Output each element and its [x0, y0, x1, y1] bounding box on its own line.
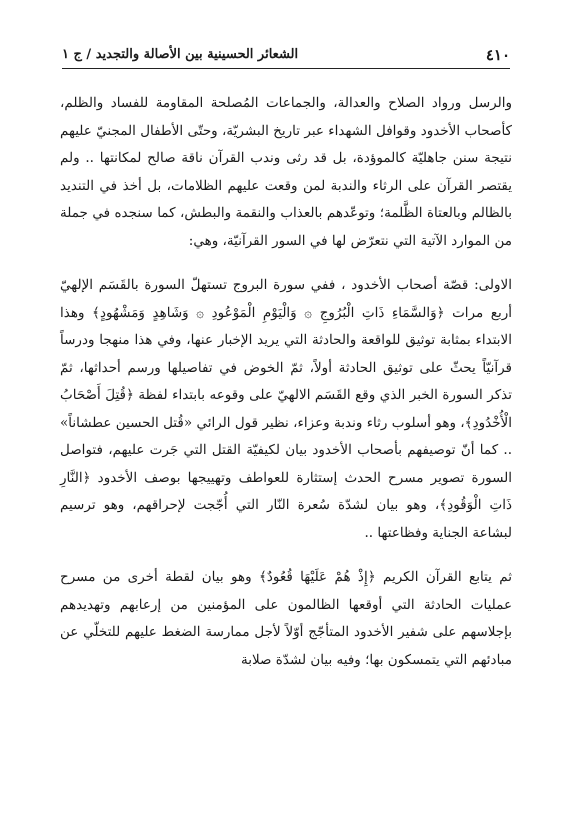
- paragraph: الاولى: قصّة أصحاب الأخدود ، ففي سورة البروج تستهلّ السورة بالقَسَم الإلهيّ أربع مرات ﴿وَالسَّمَاءِ ذَاتِ الْبُرُوجِ ۞ وَالْيَوْمِ الْمَوْعُودِ ۞ وَشَاهِدٍ وَمَشْهُودٍ﴾ وهذا الابتداء بمثابة توثيق للواقعة والحادثة التي يريد الإخبار عنها، وفي هذا منهجا ودرساً قرآنيّاً يحثّ على توثيق الحادثة أولاً، ثمّ الخوض في تفاصيلها ورسم أحداثها، ثمّ تذكر السورة الخبر الذي وقع القَسَم الالهيّ على وقوعه بابتداء لفظة ﴿قُتِلَ أَصْحَابُ الْأُخْدُودِ﴾، وهو أسلوب رثاء وندبة وعزاء، نظير قول الرائي «قُتل الحسين عطشاناً» .. كما أنّ توصيفهم بأصحاب الأخدود بيان لكيفيّة القتل التي جَرت عليهم، فتواصل السورة تصوير مسرح الحدث إستثارة للعواطف وتهييجها بوصف الأخدود ﴿النَّارِ ذَاتِ الْوَقُودِ﴾، وهو بيان لشدّة سُعرة النّار التي أُجّجت لإحراقهم، وهو ترسيم لبشاعة الجناية وفظاعتها ..: [60, 277, 512, 541]
- page-number: ٤١٠: [485, 46, 510, 64]
- paragraph: ثم يتابع القرآن الكريم ﴿إِذْ هُمْ عَلَيْهَا قُعُودٌ﴾ وهو بيان لقطة أخرى من مسرح عمليات الحادثة التي أوقعها الظالمون على المؤمنين من إرعابهم وتهديدهم بإجلاسهم على شفير الأخدود المتأجّج أوّلاً لأجل ممارسة الضغط عليهم للتخلّي عن مبادئهم التي يتمسكون بها؛ وفيه بيان لشدّة صلابة: [60, 569, 512, 668]
- body-text: [60, 90, 512, 674]
- page-header: [62, 44, 510, 70]
- running-title: الشعائر الحسينية بين الأصالة والتجديد / ج ١: [62, 47, 299, 62]
- header-rule: [62, 68, 510, 69]
- paragraph: والرسل ورواد الصلاح والعدالة، والجماعات المُصلحة المقاومة للفساد والظلم، كأصحاب الأخدود وقوافل الشهداء عبر تاريخ البشريّة، وحتّى الأطفال المجنيّ عليهم نتيجة سنن جاهليّة كالموؤدة، بل قد رثى وندب القرآن ناقة صالح لمكانتها .. ولم يقتصر القرآن على الرثاء والندبة لمن وقعت عليهم الظلامات، بل أخذ في التنديد بالظالم وبالعتاة الظَّلمة؛ وتوعّدهم بالعذاب والنقمة والبطش، كما سنجده في جملة من الموارد الآتية التي نتعرّض لها في السور القرآنيّة، وهي:: [60, 95, 512, 249]
